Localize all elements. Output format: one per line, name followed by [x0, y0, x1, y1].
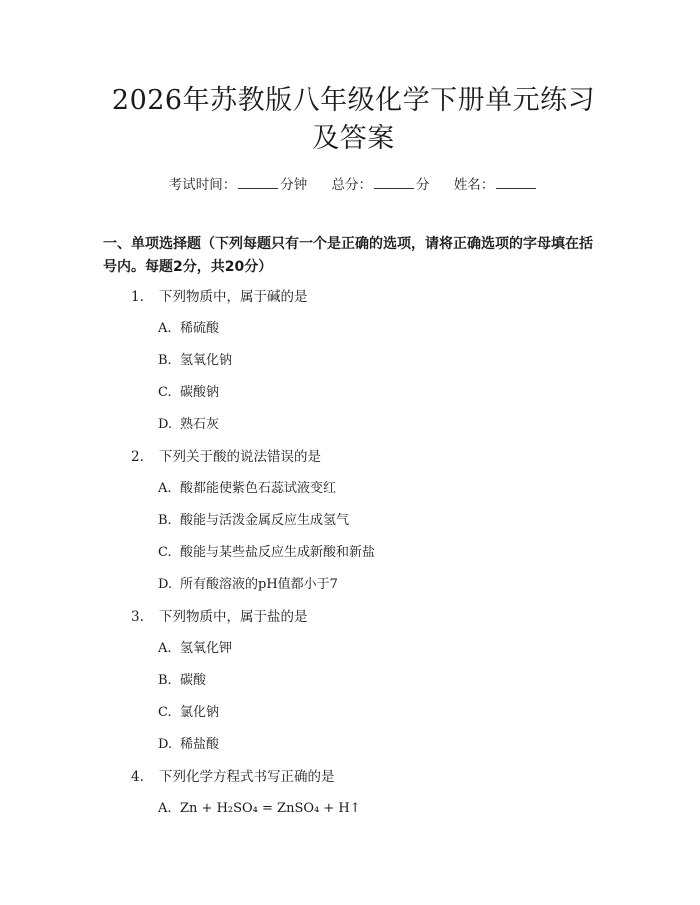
- option-letter: D.: [158, 577, 173, 592]
- option-list: [103, 639, 604, 755]
- answer-option[interactable]: [158, 319, 604, 339]
- answer-option[interactable]: [158, 671, 604, 691]
- question-stem: 下列物质中，属于碱的是: [159, 289, 308, 305]
- answer-option[interactable]: [158, 383, 604, 403]
- question-item: [103, 607, 604, 755]
- answer-option[interactable]: [158, 511, 604, 531]
- page-title: 2026年苏教版八年级化学下册单元练习及答案: [111, 85, 596, 154]
- question-text: [103, 767, 604, 787]
- option-letter: D.: [158, 737, 173, 752]
- option-text: 酸能与某些盐反应生成新酸和新盐: [180, 545, 376, 560]
- option-letter: B.: [158, 513, 172, 528]
- question-number: 2.: [131, 449, 144, 465]
- option-letter: D.: [158, 417, 173, 432]
- option-letter: A.: [158, 481, 172, 496]
- answer-option[interactable]: [158, 575, 604, 595]
- total-score-blank[interactable]: [374, 176, 414, 189]
- option-text: 稀硫酸: [180, 321, 220, 336]
- student-name: [454, 177, 539, 193]
- answer-option[interactable]: [158, 479, 604, 499]
- question-item: [103, 767, 604, 819]
- option-text: 氢氧化钾: [180, 641, 233, 656]
- question-item: [103, 287, 604, 435]
- student-name-label: 姓名：: [453, 177, 495, 193]
- question-number: 1.: [131, 289, 144, 305]
- option-letter: B.: [158, 353, 172, 368]
- question-stem: 下列化学方程式书写正确的是: [159, 769, 335, 785]
- option-text: 稀盐酸: [180, 737, 220, 752]
- option-letter: A.: [158, 321, 172, 336]
- option-letter: C.: [158, 705, 172, 720]
- option-letter: A.: [158, 801, 172, 816]
- option-text: 熟石灰: [180, 417, 220, 432]
- option-letter: A.: [158, 641, 172, 656]
- total-score-label: 总分：: [331, 177, 372, 193]
- exam-info: [103, 175, 604, 195]
- exam-time-unit: 分钟: [280, 177, 308, 193]
- option-text: 碳酸: [180, 673, 207, 688]
- question-list: [103, 287, 604, 819]
- section-heading: 一、单项选择题（下列每题只有一个是正确的选项，请将正确选项的字母填在括号内。每题2分，共20分）: [103, 236, 593, 275]
- question-text: [103, 287, 604, 307]
- question-stem: 下列关于酸的说法错误的是: [159, 449, 321, 465]
- exam-time-blank[interactable]: [238, 176, 278, 189]
- option-text: 所有酸溶液的pH值都小于7: [180, 577, 338, 592]
- total-score-unit: 分: [416, 177, 430, 193]
- answer-option[interactable]: [158, 543, 604, 563]
- answer-option[interactable]: [158, 703, 604, 723]
- option-list: [103, 799, 604, 819]
- option-text: 酸都能使紫色石蕊试液变红: [180, 481, 337, 496]
- answer-option[interactable]: [158, 415, 604, 435]
- question-item: [103, 447, 604, 595]
- question-text: [103, 607, 604, 627]
- answer-option[interactable]: [158, 351, 604, 371]
- option-text: 碳酸钠: [180, 385, 220, 400]
- question-number: 4.: [131, 769, 144, 785]
- option-text: 酸能与活泼金属反应生成氢气: [180, 513, 350, 528]
- student-name-blank[interactable]: [496, 176, 536, 189]
- option-letter: C.: [158, 545, 172, 560]
- option-text: Zn + H₂SO₄ = ZnSO₄ + H↑: [180, 801, 361, 816]
- option-letter: C.: [158, 385, 172, 400]
- exam-time-label: 考试时间：: [168, 177, 237, 193]
- option-text: 氯化钠: [180, 705, 220, 720]
- exam-time: [169, 177, 312, 193]
- answer-option[interactable]: [158, 639, 604, 659]
- question-text: [103, 447, 604, 467]
- total-score: [332, 177, 434, 193]
- answer-option[interactable]: [158, 799, 604, 819]
- answer-option[interactable]: [158, 735, 604, 755]
- option-list: [103, 479, 604, 595]
- question-number: 3.: [131, 609, 144, 625]
- option-text: 氢氧化钠: [180, 353, 233, 368]
- question-stem: 下列物质中，属于盐的是: [159, 609, 308, 625]
- option-letter: B.: [158, 673, 172, 688]
- option-list: [103, 319, 604, 435]
